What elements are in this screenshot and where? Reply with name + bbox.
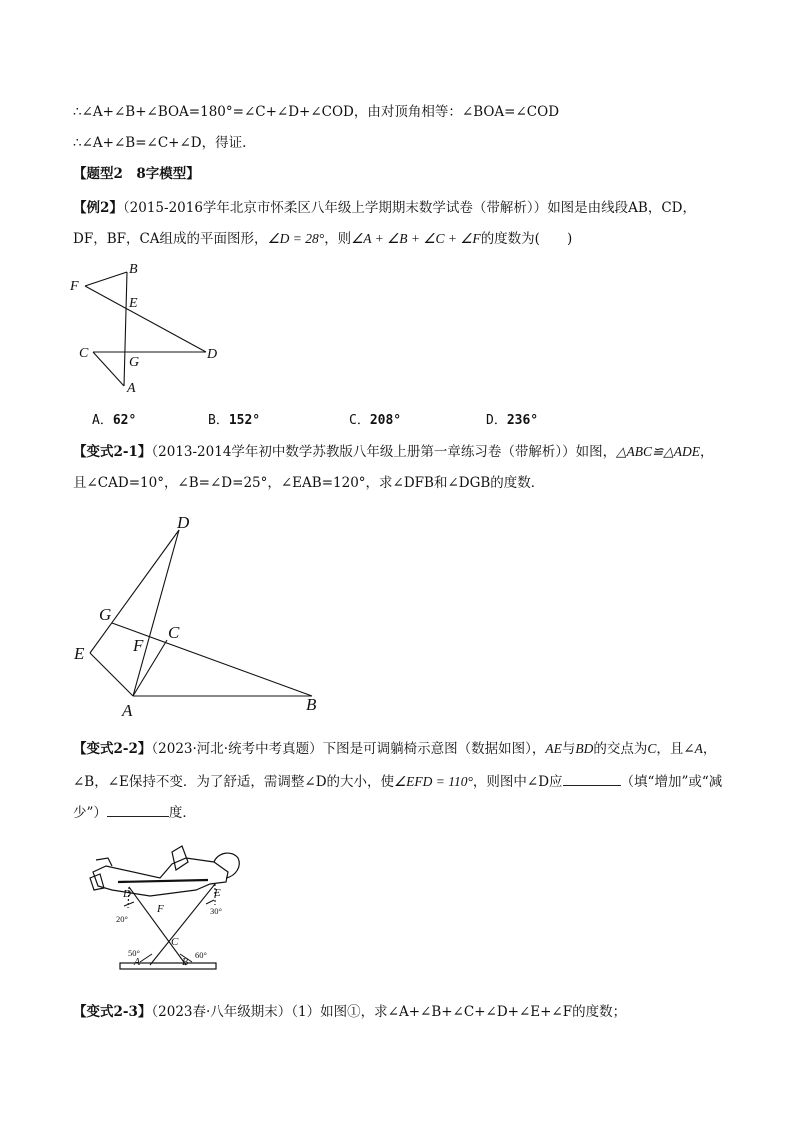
variant22-C: C (647, 741, 657, 756)
angle-50: 50° (128, 948, 140, 958)
segment-BA (124, 272, 127, 386)
example2-figure (66, 258, 226, 398)
variant22-BD: BD (575, 741, 594, 756)
label-G: G (129, 355, 140, 370)
label-C: C (79, 346, 89, 361)
label-D: D (123, 888, 131, 900)
angle-30: 30° (210, 906, 222, 916)
proof-line-2: ∴∠A+∠B=∠C+∠D，得证. (73, 135, 247, 151)
segment-FD (85, 286, 206, 352)
segment-CA (93, 352, 124, 386)
example2-ask: ∠A + ∠B + ∠C + ∠F (351, 231, 481, 246)
choice-a (92, 409, 136, 428)
variant22-text-1a: 下图是可调躺椅示意图（数据如图）， (322, 741, 546, 757)
variant21-figure (70, 505, 330, 725)
variant21-line-1 (73, 443, 714, 461)
choice-c-letter: C． (349, 413, 370, 428)
variant22-with: 与 (561, 741, 576, 757)
angle-60: 60° (195, 950, 207, 960)
variant21-congruence: △ABC≌△ADE (616, 444, 700, 459)
answer-blank-2[interactable] (107, 802, 169, 817)
variant23-tag: 【变式2-3】 (73, 1004, 152, 1020)
variant22-text-2a: ∠B，∠E保持不变．为了舒适，需调整∠D的大小，使 (73, 774, 395, 790)
variant22-figure (80, 838, 260, 978)
variant22-tag: 【变式2-2】 (73, 741, 152, 757)
variant22-text-3a: 少”） (73, 805, 107, 821)
segment-DA (133, 530, 179, 696)
example2-line-1 (73, 199, 696, 217)
variant21-text-1a: 如图， (575, 444, 617, 460)
label-C: C (168, 623, 180, 642)
choice-d-letter: D． (486, 413, 507, 428)
variant22-source: （2023·河北·统考中考真题） (151, 741, 323, 757)
label-A: A (134, 957, 141, 968)
variant23-line-1 (73, 1003, 626, 1021)
variant21-source: （2013-2014学年初中数学苏教版八年级上册第一章练习卷（带解析）） (151, 444, 576, 460)
variant22-eq: ∠EFD = 110° (394, 774, 473, 789)
example2-text-2a: DF，BF，CA组成的平面图形， (73, 231, 268, 247)
variant22-text-1b: 的交点为 (593, 741, 648, 757)
example2-tag: 【例2】 (73, 200, 123, 216)
label-B: B (306, 695, 317, 714)
label-F: F (133, 636, 144, 655)
example2-text-2c: 的度数为( ) (480, 231, 573, 247)
arc-50 (140, 954, 152, 962)
section-title: 【题型2 8字模型】 (73, 166, 200, 182)
example2-text-2b: ，则 (324, 231, 352, 247)
choice-d (486, 409, 538, 428)
choice-a-letter: A． (92, 413, 113, 428)
label-A: A (122, 701, 133, 720)
arc-20 (124, 902, 134, 906)
variant22-line-2 (73, 771, 722, 791)
variant22-line-3 (73, 802, 196, 822)
choice-c (349, 409, 401, 428)
choice-c-value: 208° (369, 413, 402, 428)
label-E: E (74, 644, 85, 663)
variant21-tag: 【变式2-1】 (73, 444, 152, 460)
variant23-source: （2023春·八年级期末） (151, 1004, 292, 1020)
angle-20: 20° (116, 914, 128, 924)
variant22-line-1 (73, 740, 716, 758)
example2-source: （2015-2016学年北京市怀柔区八年级上学期期末数学试卷（带解析）） (122, 200, 548, 216)
variant22-text-1c: ，且∠ (656, 741, 695, 757)
variant23-text: （1）如图①，求∠A+∠B+∠C+∠D+∠E+∠F的度数； (291, 1004, 627, 1020)
proof-line-1: ∴∠A+∠B+∠BOA=180°=∠C+∠D+∠COD，由对顶角相等：∠BOA=∠COD (73, 104, 560, 120)
label-C: C (171, 936, 179, 948)
choice-b-letter: B． (208, 413, 229, 428)
label-A: A (127, 381, 136, 396)
variant22-text-1d: ， (702, 741, 717, 757)
choice-a-value: 62° (112, 413, 137, 428)
label-E: E (214, 887, 221, 899)
variant21-line-2: 且∠CAD=10°，∠B=∠D=25°，∠EAB=120°，求∠DFB和∠DGB的度数． (73, 475, 545, 491)
label-E: E (129, 296, 138, 311)
variant22-A: A (694, 741, 703, 756)
variant22-text-2b: ，则图中∠D应 (472, 774, 563, 790)
segment-GB (112, 623, 312, 696)
variant22-AE: AE (545, 741, 562, 756)
choice-b (208, 409, 260, 428)
label-F: F (157, 903, 164, 915)
label-D: D (177, 513, 190, 532)
variant22-text-3b: 度． (168, 805, 196, 821)
label-B: B (129, 262, 138, 277)
example2-text-1: 如图是由线段AB，CD， (547, 200, 697, 216)
example2-line-2 (73, 230, 572, 248)
example2-given: ∠D = 28° (267, 231, 325, 246)
choice-b-value: 152° (228, 413, 261, 428)
segment-EA (90, 653, 133, 696)
answer-blank-1[interactable] (563, 771, 621, 786)
arc-30 (206, 900, 214, 904)
label-F: F (70, 279, 79, 294)
label-G: G (99, 605, 112, 624)
segment-DE (90, 530, 179, 653)
label-B: B (182, 957, 189, 968)
label-D: D (207, 347, 218, 362)
segment-FB (85, 272, 127, 286)
variant22-text-2c: （填“增加”或“减 (620, 774, 723, 790)
choice-d-value: 236° (506, 413, 539, 428)
variant21-text-1b: ， (700, 444, 714, 460)
